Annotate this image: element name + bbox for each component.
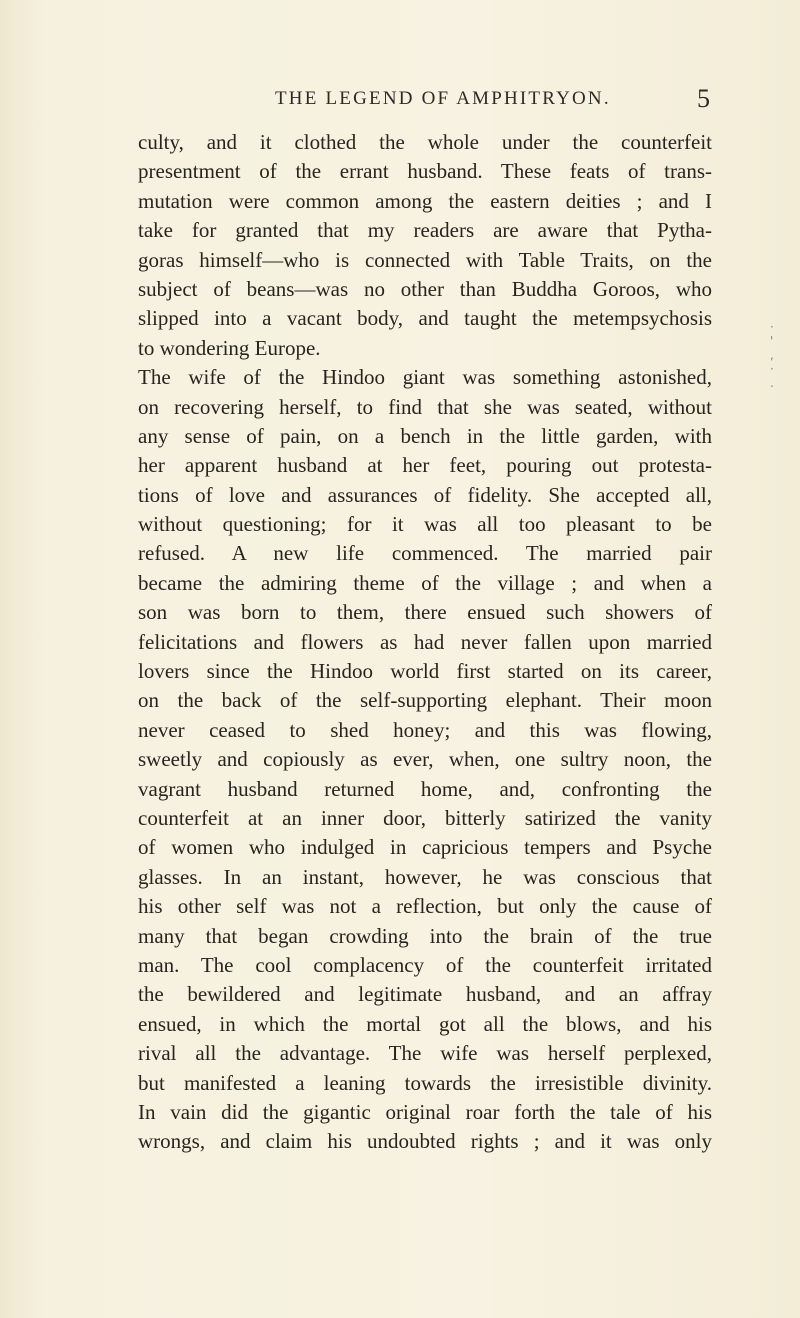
text-line: the bewildered and legitimate husband, and an affray [138,982,712,1007]
text-line: never ceased to shed honey; and this was flowing, [138,717,712,742]
text-line: rival all the advantage. The wife was herself perplexed, [138,1041,712,1066]
text-line: without questioning; for it was all too pleasant to be [138,512,712,537]
text-line: on the back of the self-supporting elephant. Their moon [138,688,712,713]
text-line: felicitations and flowers as had never fallen upon married [138,629,712,654]
text-line: tions of love and assurances of fidelity. She accepted all, [138,482,712,507]
margin-specks: · ' , · . [770,320,774,390]
text-line: vagrant husband returned home, and, confronting the [138,776,712,801]
text-line: presentment of the errant husband. These feats of trans- [138,159,712,184]
page-number: 5 [697,84,710,113]
text-line: any sense of pain, on a bench in the little garden, with [138,423,712,448]
text-line: of women who indulged in capricious tempers and Psyche [138,835,712,860]
text-line: culty, and it clothed the whole under the counterfeit [138,130,712,154]
text-line: many that began crowding into the brain of the true [138,923,712,948]
text-line: became the admiring theme of the village ; and when a [138,570,712,595]
text-line: his other self was not a reflection, but only the cause of [138,894,712,919]
text-line: wrongs, and claim his undoubted rights ; and it was only [138,1129,712,1154]
text-line: but manifested a leaning towards the irresistible divinity. [138,1070,712,1095]
text-line: to wondering Europe. [138,335,321,360]
text-line: mutation were common among the eastern deities ; and I [138,188,712,213]
text-line: refused. A new life commenced. The married pair [138,541,712,566]
text-line: The wife of the Hindoo giant was something astonished, [138,365,712,390]
text-line: goras himself—who is connected with Table Traits, on the [138,247,712,272]
text-line: counterfeit at an inner door, bitterly satirized the vanity [138,805,712,830]
text-line: take for granted that my readers are aware that Pytha- [138,218,712,243]
text-line: In vain did the gigantic original roar forth the tale of his [138,1099,712,1124]
text-line: ensued, in which the mortal got all the blows, and his [138,1011,712,1036]
running-title: THE LEGEND OF AMPHITRYON. [275,88,611,109]
text-line: glasses. In an instant, however, he was conscious that [138,864,712,889]
page-header [120,84,710,114]
body-text [138,128,712,1157]
text-line: man. The cool complacency of the counterfeit irritated [138,952,712,977]
text-line: her apparent husband at her feet, pouring out protesta- [138,453,712,478]
text-line: slipped into a vacant body, and taught the metempsychosis [138,306,712,331]
text-line: on recovering herself, to find that she was seated, without [138,394,712,419]
text-line: subject of beans—was no other than Buddha Goroos, who [138,276,712,301]
text-line: lovers since the Hindoo world first started on its career, [138,659,712,684]
text-line: son was born to them, there ensued such showers of [138,600,712,625]
text-line: sweetly and copiously as ever, when, one sultry noon, the [138,747,712,772]
